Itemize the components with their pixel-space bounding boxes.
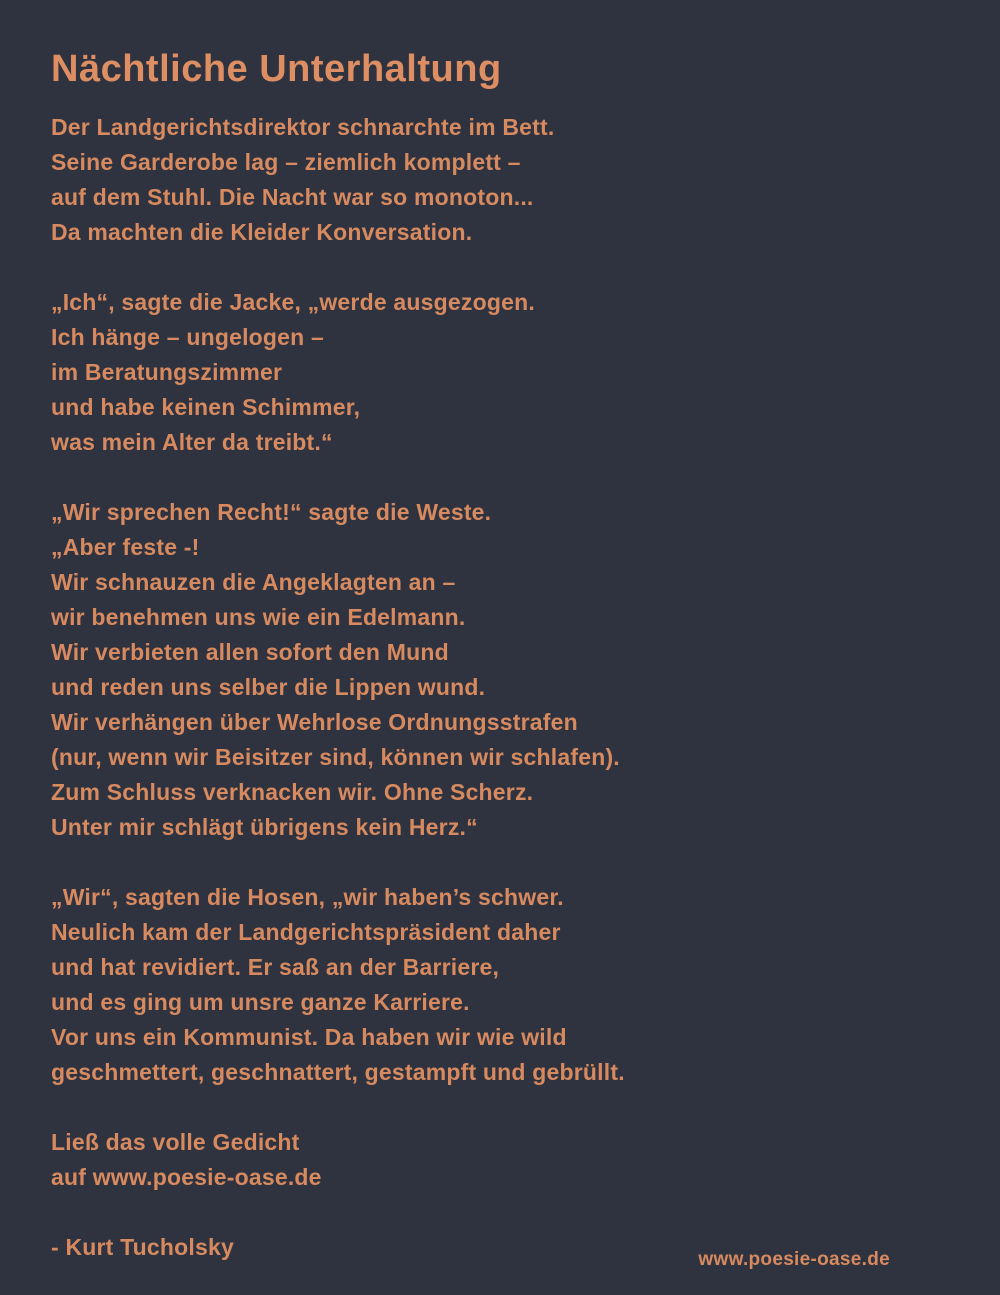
poem-line: und reden uns selber die Lippen wund. xyxy=(51,673,486,700)
poem-line: Zum Schluss verknacken wir. Ohne Scherz. xyxy=(51,778,534,805)
poem-title: Nächtliche Unterhaltung xyxy=(51,48,502,90)
footer-note-line: auf www.poesie-oase.de xyxy=(51,1163,322,1190)
poem-line: was mein Alter da treibt.“ xyxy=(51,428,333,455)
poem-line: Der Landgerichtsdirektor schnarchte im Bett. xyxy=(51,113,555,140)
poem-line: Neulich kam der Landgerichtspräsident daher xyxy=(51,918,561,945)
poem-line: Unter mir schlägt übrigens kein Herz.“ xyxy=(51,813,478,840)
poem-line: „Aber feste -! xyxy=(51,533,200,560)
poem-line: und habe keinen Schimmer, xyxy=(51,393,361,420)
poem-line: auf dem Stuhl. Die Nacht war so monoton... xyxy=(51,183,534,210)
footer-note-line: Ließ das volle Gedicht xyxy=(51,1128,300,1155)
site-watermark: www.poesie-oase.de xyxy=(698,1249,890,1270)
poem-line: wir benehmen uns wie ein Edelmann. xyxy=(51,603,466,630)
poem-line: „Wir sprechen Recht!“ sagte die Weste. xyxy=(51,498,492,525)
poem-line: „Ich“, sagte die Jacke, „werde ausgezogen. xyxy=(51,288,535,315)
poem-attribution: - Kurt Tucholsky xyxy=(51,1233,234,1260)
stanza-1 xyxy=(51,110,940,250)
footer-note xyxy=(51,1125,940,1195)
poem-line: und hat revidiert. Er saß an der Barriere, xyxy=(51,953,500,980)
poem-line: Wir verbieten allen sofort den Mund xyxy=(51,638,449,665)
stanza-3 xyxy=(51,495,940,845)
poem-line: (nur, wenn wir Beisitzer sind, können wir schlafen). xyxy=(51,743,620,770)
poem-line: geschmettert, geschnattert, gestampft und gebrüllt. xyxy=(51,1058,625,1085)
poem-line: Wir verhängen über Wehrlose Ordnungsstrafen xyxy=(51,708,578,735)
poem-line: im Beratungszimmer xyxy=(51,358,283,385)
poem-line: Ich hänge – ungelogen – xyxy=(51,323,324,350)
stanza-2 xyxy=(51,285,940,460)
stanza-4 xyxy=(51,880,940,1090)
poem-line: Wir schnauzen die Angeklagten an – xyxy=(51,568,456,595)
poem-line: „Wir“, sagten die Hosen, „wir haben’s schwer. xyxy=(51,883,564,910)
poem-line: Seine Garderobe lag – ziemlich komplett – xyxy=(51,148,521,175)
poem-line: Da machten die Kleider Konversation. xyxy=(51,218,473,245)
poem-line: und es ging um unsre ganze Karriere. xyxy=(51,988,470,1015)
poem-line: Vor uns ein Kommunist. Da haben wir wie wild xyxy=(51,1023,567,1050)
